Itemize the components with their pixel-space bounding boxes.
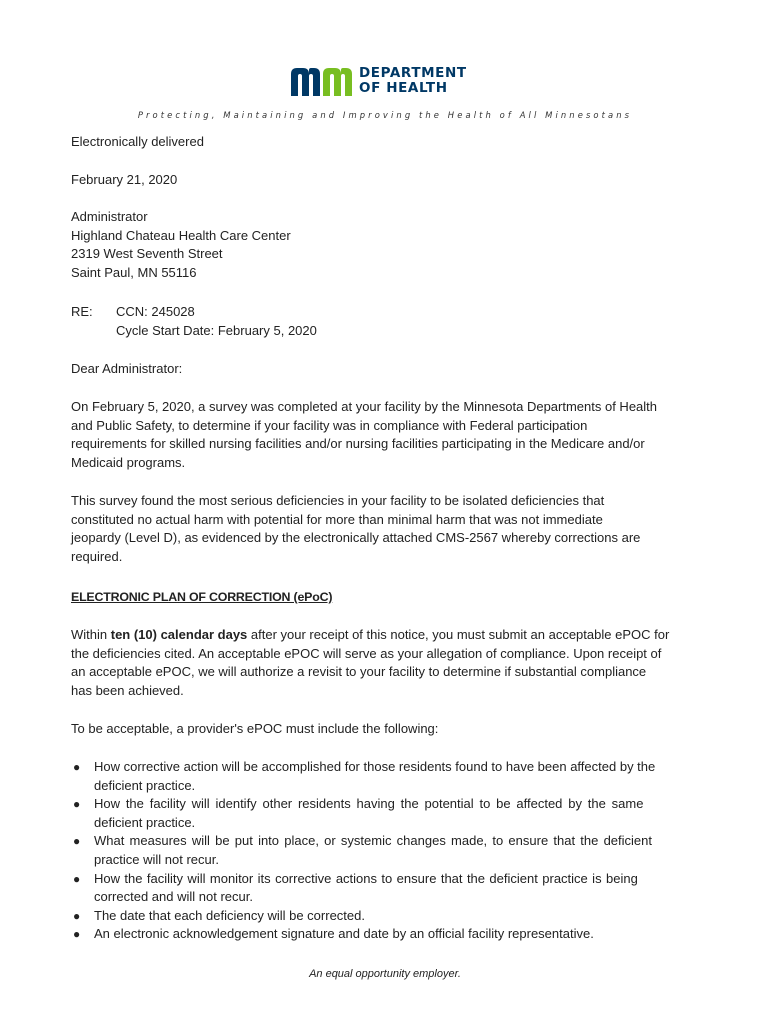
requirements-list — [71, 758, 701, 944]
paragraph-line: requirements for skilled nursing facilities and/or nursing facilities participating in the Medicare and/or — [71, 436, 645, 452]
bullet-icon: ● — [73, 908, 81, 923]
delivery-note — [71, 133, 701, 152]
paragraph-line: an acceptable ePOC, we will authorize a revisit to your facility to determine if substantial compliance — [71, 664, 647, 680]
paragraph-line: and Public Safety, to determine if your facility was in compliance with Federal participation — [71, 417, 588, 433]
salutation — [71, 360, 701, 379]
list-item: ● An electronic acknowledgement signature and date by an official facility representative. — [71, 925, 701, 944]
footer-text: An equal opportunity employer. — [309, 968, 461, 980]
paragraph-deadline — [71, 626, 701, 700]
paragraph-line — [71, 626, 701, 645]
list-item: ● How the facility will monitor its corrective actions to ensure that the deficient practice is being corrected and will not recur. — [73, 870, 638, 905]
paragraph-line: the deficiencies cited. An acceptable ePOC will serve as your allegation of compliance. Upon receipt of — [71, 645, 662, 661]
list-item: ● How the facility will identify other residents having the potential to be affected by the same deficient practice. — [73, 796, 644, 830]
list-item: ● How corrective action will be accomplished for those residents found to have been affected by the deficient practice. — [73, 759, 656, 793]
paragraph-line: This survey found the most serious deficiencies in your facility to be isolated deficiencies that — [71, 493, 605, 508]
re-cycle-start: Cycle Start Date: February 5, 2020 — [116, 322, 317, 338]
bullet-icon: ● — [73, 871, 81, 886]
within-text: Within — [71, 627, 111, 642]
logo-line-2: OF HEALTH — [359, 80, 448, 96]
list-item: ● The date that each deficiency will be corrected. — [71, 907, 701, 926]
list-item: ● What measures will be put into place, or systemic changes made, to ensure that the deficient practice will not recur. — [73, 833, 652, 867]
logo-line-1: DEPARTMENT — [359, 65, 467, 81]
paragraph-line: jeopardy (Level D), as evidenced by the electronically attached CMS-2567 whereby corrections are — [71, 530, 641, 546]
recipient-address — [71, 208, 701, 282]
letter-date — [71, 171, 701, 190]
paragraph-findings — [71, 492, 701, 566]
mdh-logo — [289, 64, 489, 98]
bullet-icon: ● — [73, 927, 81, 942]
paragraph-line: constituted no actual harm with potential for more than minimal harm that was not immediate — [71, 511, 603, 527]
date-text: February 21, 2020 — [71, 172, 178, 187]
deadline-rest: after your receipt of this notice, you must submit an acceptable ePOC for — [247, 627, 670, 642]
re-block — [71, 303, 701, 340]
paragraph-line: On February 5, 2020, a survey was completed at your facility by the Minnesota Departments of Health — [71, 399, 658, 414]
bullet-icon: ● — [73, 834, 81, 849]
re-label: RE: — [71, 304, 93, 319]
epoc-heading — [71, 588, 701, 607]
salutation-text: Dear Administrator: — [71, 361, 183, 376]
paragraph-requirements — [71, 720, 701, 739]
delivery-text: Electronically delivered — [71, 134, 204, 149]
address-line: Saint Paul, MN 55116 — [71, 264, 197, 280]
tagline: Protecting, Maintaining and Improving the Health of All Minnesotans — [137, 110, 633, 120]
paragraph-survey — [71, 398, 701, 472]
paragraph-line: has been achieved. — [71, 682, 184, 698]
paragraph-line: required. — [71, 548, 123, 564]
paragraph-line: Medicaid programs. — [71, 454, 186, 470]
deadline-bold: ten (10) calendar days — [110, 627, 248, 642]
requirements-intro: To be acceptable, a provider's ePOC must include the following: — [71, 721, 439, 736]
re-ccn: CCN: 245028 — [116, 304, 195, 319]
bullet-icon: ● — [73, 797, 81, 812]
mn-logo-icon — [289, 66, 353, 96]
bullet-icon: ● — [73, 760, 81, 774]
logo-wordmark — [359, 66, 467, 96]
address-line: Administrator — [71, 209, 148, 224]
epoc-heading-text: ELECTRONIC PLAN OF CORRECTION (ePoC) — [71, 590, 333, 604]
address-line: Highland Chateau Health Care Center — [71, 227, 291, 243]
address-line: 2319 West Seventh Street — [71, 246, 223, 262]
